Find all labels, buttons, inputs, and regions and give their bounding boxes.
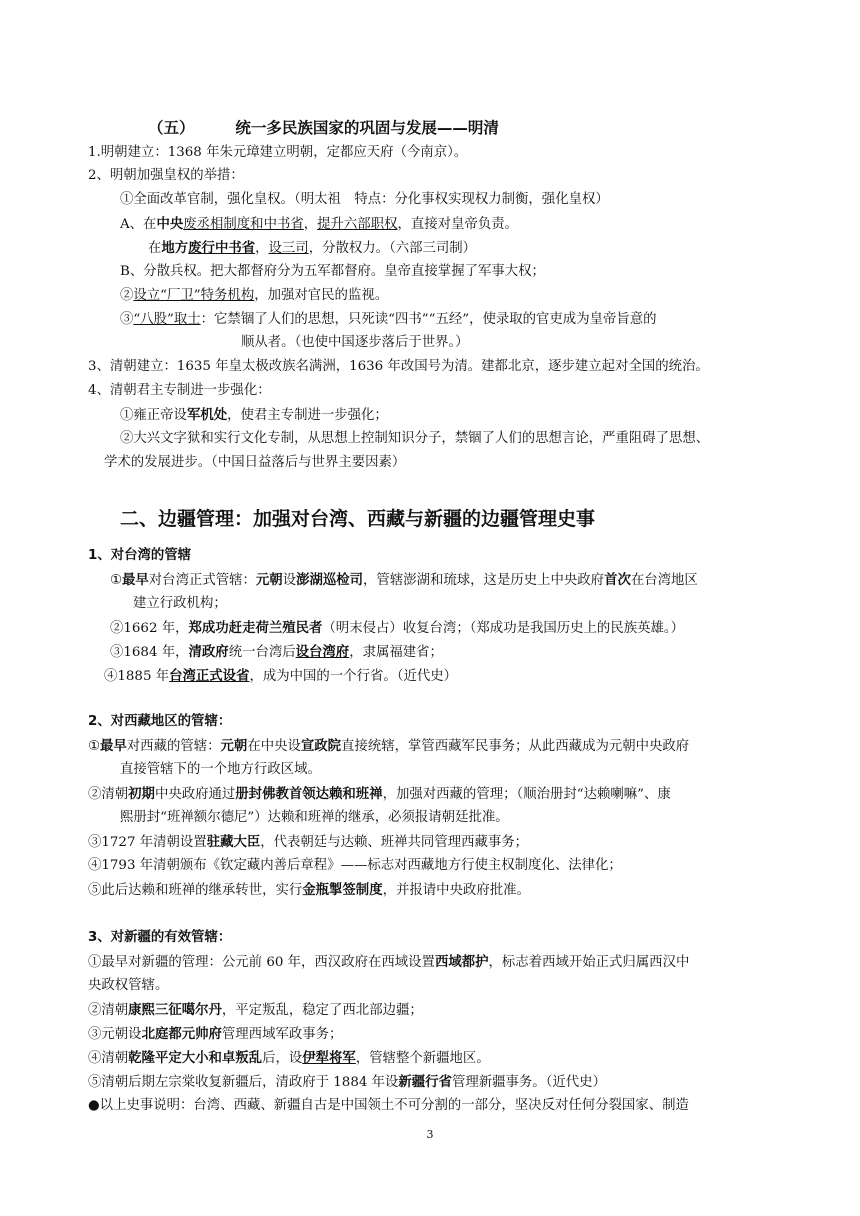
text-fragment: ，隶属福建省； xyxy=(349,645,443,660)
emphasis-text: 宣政院 xyxy=(300,738,342,754)
subheading-tibet: 2、对西藏地区的管辖： xyxy=(88,714,232,729)
text-fragment: ③ xyxy=(120,312,134,327)
paragraph-literary-inquisition xyxy=(120,429,709,449)
text-fragment: 统一台湾后 xyxy=(228,645,296,660)
paragraph-tibet-amban xyxy=(88,832,528,853)
section-heading-ming-qing xyxy=(148,118,499,138)
underlined-text: “八股”取士 xyxy=(133,312,201,327)
emphasis-text: 初期 xyxy=(128,786,155,802)
underlined-text: 设立“厂卫”特务机构 xyxy=(133,288,255,303)
paragraph-local-reform xyxy=(148,238,476,259)
paragraph-tibet-qing-early xyxy=(88,784,671,805)
text-fragment: ① xyxy=(110,573,123,588)
paragraph-ming-measures-title: 2、明朝加强皇权的举措： xyxy=(88,168,244,183)
text-fragment: 雍正帝设 xyxy=(133,408,187,423)
emphasis-text: 北庭都元帅府 xyxy=(141,1026,222,1042)
paragraph-literary-inquisition-cont: 学术的发展进步。（中国日益落后与世界主要因素） xyxy=(104,455,406,470)
emphasis-text: 最早 xyxy=(100,738,127,754)
paragraph-eight-legged-cont: 顺从者。（也使中国逐步落后于世界。） xyxy=(241,335,469,350)
underlined-text: 废行中书省 xyxy=(188,240,256,256)
emphasis-text: 郑成功赶走荷兰殖民者 xyxy=(188,620,323,636)
emphasis-text: 军机处 xyxy=(186,407,228,423)
emphasis-text: 元朝 xyxy=(255,572,283,588)
text-fragment: ②清朝 xyxy=(88,787,129,802)
paragraph-ming-founding: 1.明朝建立：1368 年朱元璋建立明朝，定都应天府（今南京）。 xyxy=(88,145,468,160)
paragraph-official-reform: ①全面改革官制，强化皇权。（明太祖 特点：分化事权实现权力制衡，强化皇权） xyxy=(120,192,609,207)
text-fragment: 清朝后期左宗棠收复新疆后，清政府于 1884 年设 xyxy=(101,1075,399,1090)
paragraph-xinjiang-province xyxy=(88,1072,606,1093)
emphasis-text: 地方 xyxy=(161,240,189,256)
text-fragment: ，管辖整个新疆地区。 xyxy=(355,1051,490,1066)
paragraph-xinjiang-yuan xyxy=(88,1024,342,1045)
emphasis-text: 新疆行省 xyxy=(398,1074,452,1090)
text-fragment: 管理新疆事务。（近代史） xyxy=(451,1075,606,1090)
text-fragment: ，成为中国的一个行省。（近代史） xyxy=(249,669,458,684)
paragraph-central-reform xyxy=(120,214,518,235)
text-fragment: ⑤ xyxy=(88,883,102,898)
underlined-text: 伊犁将军 xyxy=(302,1050,356,1066)
section-heading-border-management: 二、边疆管理：加强对台湾、西藏与新疆的边疆管理史事 xyxy=(120,508,596,530)
section-title: 统一多民族国家的巩固与发展——明清 xyxy=(235,119,499,137)
text-fragment: ，分散权力。（六部三司制） xyxy=(308,241,477,256)
text-fragment: 在中央设 xyxy=(247,739,301,754)
text-fragment: 大兴文字狱和实行文化专制，从思想上控制知识分子，禁锢了人们的思想言论，严重阻碍了思想、 xyxy=(133,431,710,446)
text-fragment: ③1727 年清朝设置 xyxy=(88,835,207,850)
text-fragment: 中央政府通过 xyxy=(154,787,236,802)
paragraph-xinjiang-han xyxy=(88,952,689,973)
underlined-text: 设三司 xyxy=(268,241,309,256)
text-fragment: ，管辖澎湖和琉球，这是历史上中央政府 xyxy=(363,573,605,588)
paragraph-tibet-yuan xyxy=(88,736,689,757)
text-fragment: ③元朝设 xyxy=(88,1027,142,1042)
paragraph-conclusion: ●以上史事说明：台湾、西藏、新疆自古是中国领土不可分割的一部分，坚决反对任何分裂国家、制造 xyxy=(88,1098,689,1113)
text-fragment: ① xyxy=(88,739,101,754)
paragraph-qing-autocracy-title: 4、清朝君主专制进一步强化： xyxy=(88,383,271,398)
paragraph-tibet-yuan-cont: 直接管辖下的一个地方行政区域。 xyxy=(120,762,321,777)
text-fragment: ，使君主专制进一步强化； xyxy=(227,408,388,423)
underlined-text: 设台湾府 xyxy=(295,644,350,660)
emphasis-text: 中央 xyxy=(156,216,184,232)
text-fragment: 在台湾地区 xyxy=(630,573,698,588)
underlined-text: 废丞相制度和中书省 xyxy=(183,217,304,232)
emphasis-text: 澎湖巡检司 xyxy=(296,572,364,588)
subheading-taiwan: 1、对台湾的管辖 xyxy=(88,548,192,563)
paragraph-taiwan-zheng xyxy=(110,618,684,639)
paragraph-taiwan-fu xyxy=(110,642,443,663)
paragraph-changwei xyxy=(120,286,388,306)
emphasis-text: 西域都护 xyxy=(434,954,489,970)
text-fragment: ，平定叛乱，稳定了西北部边疆； xyxy=(221,1003,423,1018)
text-fragment: ⑤ xyxy=(88,1075,102,1090)
text-fragment: 设 xyxy=(282,573,297,588)
text-fragment: ③1684 年， xyxy=(110,645,189,660)
text-fragment: ④1885 年 xyxy=(104,669,170,684)
text-fragment: ，直接对皇帝负责。 xyxy=(397,217,518,232)
paragraph-tibet-regulations: ④1793 年清朝颁布《钦定藏内善后章程》——标志对西藏地方行使主权制度化、法律化； xyxy=(88,858,622,873)
text-fragment: ② xyxy=(120,431,134,446)
text-fragment: ①最早对新疆的管理：公元前 60 年，西汉政府在西域设置 xyxy=(88,955,435,970)
paragraph-military-power: B、分散兵权。把大都督府分为五军都督府。皇帝直接掌握了军事大权； xyxy=(120,264,545,279)
text-fragment: 后，设 xyxy=(262,1051,303,1066)
emphasis-text: 最早 xyxy=(122,572,149,588)
text-fragment: 管理西域军政事务； xyxy=(221,1027,343,1042)
emphasis-text: 元朝 xyxy=(220,738,248,754)
subheading-xinjiang: 3、对新疆的有效管辖： xyxy=(88,930,232,945)
text-fragment: 此后达赖和班禅的继承转世，实行 xyxy=(101,883,303,898)
text-fragment: ， xyxy=(255,241,269,256)
paragraph-taiwan-province xyxy=(104,666,457,687)
paragraph-eight-legged-essay xyxy=(120,310,657,330)
text-fragment: 在 xyxy=(148,241,162,256)
paragraph-xinjiang-kangxi xyxy=(88,1000,423,1021)
paragraph-xinjiang-han-cont: 央政权管辖。 xyxy=(88,978,169,993)
paragraph-xinjiang-qianlong xyxy=(88,1048,490,1069)
text-fragment: ，加强对西藏的管理；（顺治册封“达赖喇嘛”、康 xyxy=(382,787,671,802)
emphasis-text: 册封佛教首领达赖和班禅 xyxy=(235,786,383,802)
page-number: 3 xyxy=(426,1128,434,1141)
paragraph-junjichu xyxy=(120,405,388,426)
text-fragment: ，并报请中央政府批准。 xyxy=(382,883,530,898)
text-fragment: 直接统辖，掌管西藏军民事务；从此西藏成为元朝中央政府 xyxy=(341,739,690,754)
text-fragment: ②清朝 xyxy=(88,1003,129,1018)
emphasis-text: 康熙三征噶尔丹 xyxy=(128,1002,222,1018)
text-fragment: ，代表朝廷与达赖、班禅共同管理西藏事务； xyxy=(260,835,529,850)
text-fragment: ① xyxy=(120,408,134,423)
paragraph-taiwan-yuan-cont: 建立行政机构； xyxy=(133,596,227,611)
underlined-text: 提升六部职权 xyxy=(317,217,398,232)
text-fragment: （明末侵占）收复台湾；（郑成功是我国历史上的民族英雄。） xyxy=(322,621,684,636)
paragraph-tibet-golden-urn xyxy=(88,880,530,901)
text-fragment: 对台湾正式管辖： xyxy=(148,573,256,588)
paragraph-qing-founding: 3、清朝建立：1635 年皇太极改族名满洲，1636 年改国号为清。建都北京，逐步建立起对全国的统治。 xyxy=(88,359,709,374)
emphasis-text: 乾隆平定大小和卓叛乱 xyxy=(128,1050,263,1066)
text-fragment: ，标志着西域开始正式归属西汉中 xyxy=(488,955,690,970)
emphasis-text: 首次 xyxy=(604,572,631,588)
section-number: （五） xyxy=(148,119,195,137)
text-fragment: ， xyxy=(303,217,318,232)
paragraph-taiwan-yuan xyxy=(110,570,698,591)
text-fragment: 对西藏的管辖： xyxy=(126,739,221,754)
emphasis-text: 驻藏大臣 xyxy=(206,834,261,850)
underlined-text: 台湾正式设省 xyxy=(169,668,250,684)
emphasis-text: 金瓶掣签制度 xyxy=(302,882,383,898)
text-fragment: ② xyxy=(120,288,134,303)
text-fragment: ②1662 年， xyxy=(110,621,189,636)
emphasis-text: 清政府 xyxy=(188,644,229,660)
text-fragment: ：它禁锢了人们的思想，只死读“四书”“五经”，使录取的官吏成为皇帝旨意的 xyxy=(200,312,657,327)
text-fragment: ④清朝 xyxy=(88,1051,129,1066)
paragraph-tibet-qing-early-cont: 熙册封“班禅额尔德尼”）达赖和班禅的继承，必须报请朝廷批准。 xyxy=(120,810,509,825)
text-fragment: A、在 xyxy=(120,217,157,232)
text-fragment: ，加强对官民的监视。 xyxy=(254,288,389,303)
